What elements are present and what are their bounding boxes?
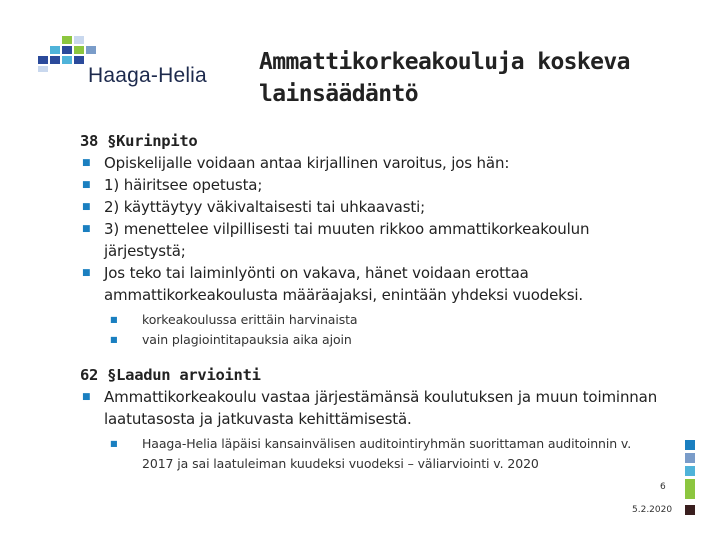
list-item: ■ 2) käyttäytyy väkivaltaisesti tai uhkaavasti;: [82, 198, 426, 216]
section-heading-kurinpito: 38 §Kurinpito: [80, 132, 198, 150]
list-item: ■ vain plagiointitapauksia aika ajoin: [110, 330, 660, 350]
footer-accent-squares: [685, 440, 695, 518]
list-item: ■ Haaga-Helia läpäisi kansainvälisen auditointiryhmän suorittaman auditoinnin v. 2017 ja sai laatuleiman kuudeksi vuodeksi – väliarviointi v. 2020: [110, 436, 632, 471]
accent-square: [685, 466, 695, 476]
square-bullet-icon: ■: [82, 158, 91, 168]
list-item: ■ Ammattikorkeakoulu vastaa järjestämänsä koulutuksen ja muun toiminnan laatutasosta ja jatkuvasta kehittämisestä.: [82, 388, 658, 428]
accent-square: [685, 440, 695, 450]
list-item: ■ korkeakoulussa erittäin harvinaista: [110, 310, 660, 330]
slide-title: Ammattikorkeakouluja koskeva lainsäädäntö: [259, 49, 630, 107]
list-item: ■ Opiskelijalle voidaan antaa kirjallinen varoitus, jos hän:: [82, 154, 510, 172]
list-item: ■ 3) menettelee vilpillisesti tai muuten rikkoo ammattikorkeakoulun järjestystä;: [82, 220, 590, 260]
slide-date: 5.2.2020: [632, 505, 673, 515]
slide-content: [80, 130, 660, 474]
square-bullet-icon: ■: [82, 392, 91, 402]
square-bullet-icon: ■: [110, 315, 118, 324]
list-item: ■ Jos teko tai laiminlyönti on vakava, hänet voidaan erottaa ammattikorkeakoulusta määräajaksi, enintään yhdeksi vuodeksi.: [82, 264, 584, 304]
square-bullet-icon: ■: [82, 202, 91, 212]
bullet-list-kurinpito: [80, 152, 660, 306]
accent-square: [685, 453, 695, 463]
square-bullet-icon: ■: [82, 268, 91, 278]
logo-wordmark: Haaga-Helia: [88, 64, 207, 87]
section-heading-laadun-arviointi: 62 §Laadun arviointi: [80, 366, 261, 384]
accent-square: [685, 505, 695, 515]
list-item: ■ 1) häiritsee opetusta;: [82, 176, 263, 194]
page-number: 6: [660, 482, 666, 492]
square-bullet-icon: ■: [82, 180, 91, 190]
square-bullet-icon: ■: [110, 439, 118, 448]
subbullet-list-kurinpito: [80, 310, 660, 350]
accent-square: [685, 479, 695, 499]
square-bullet-icon: ■: [82, 224, 91, 234]
square-bullet-icon: ■: [110, 335, 118, 344]
bullet-list-laadun-arviointi: [80, 386, 660, 430]
subbullet-list-laadun-arviointi: [80, 434, 660, 474]
